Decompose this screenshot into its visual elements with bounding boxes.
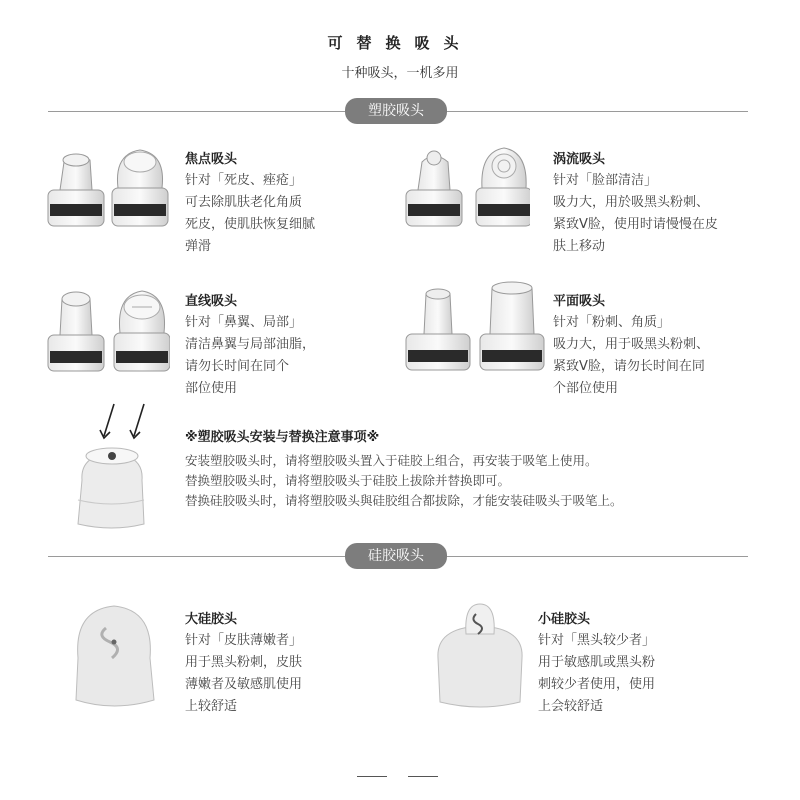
product-large-silicone xyxy=(185,608,385,718)
product-name: 直线吸头 xyxy=(185,294,238,309)
notice-line: 替换硅胶吸头时，请将塑胶吸头與硅胶组合都拔除，才能安装硅吸头于吸笔上。 xyxy=(185,493,623,508)
silicone-base-image xyxy=(72,440,152,532)
product-desc: 针对「黑头较少者」 用于敏感肌或黑头粉 刺较少者使用，使用 上会较舒适 xyxy=(538,633,656,714)
page-subtitle: 十种吸头，一机多用 xyxy=(341,66,459,81)
notice-lines xyxy=(185,451,623,511)
product-desc: 针对「皮肤薄嫩者」 用于黑头粉刺，皮肤 薄嫩者及敏感肌使用 上较舒适 xyxy=(185,633,303,714)
product-flat xyxy=(553,290,793,400)
product-linear xyxy=(185,290,385,400)
large-silicone-tip-image xyxy=(70,600,160,710)
product-name: 涡流吸头 xyxy=(553,152,606,167)
product-name: 平面吸头 xyxy=(553,294,606,309)
product-desc: 针对「粉刺、角质」 吸力大，用于吸黑头粉刺、 紧致V脸，请勿长时间在同 个部位使用 xyxy=(553,315,710,396)
product-name: 焦点吸头 xyxy=(185,152,238,167)
product-focus xyxy=(185,148,385,258)
product-vortex xyxy=(553,148,793,258)
focus-tip-image xyxy=(40,140,170,235)
page-title: 可替换吸头 xyxy=(327,34,473,52)
down-arrow-icons xyxy=(92,400,162,445)
product-desc: 针对「死皮、痤疮」 可去除肌肤老化角质 死皮，使肌肤恢复细腻 弹滑 xyxy=(185,173,316,254)
small-silicone-tip-image xyxy=(430,600,530,710)
product-name: 大硅胶头 xyxy=(185,612,238,627)
section-label-plastic: 塑胶吸头 xyxy=(345,98,447,124)
product-desc: 针对「脸部清洁」 吸力大，用於吸黑头粉刺、 紧致V脸，使用时请慢慢在皮 肤上移动 xyxy=(553,173,718,254)
footer-dash xyxy=(357,776,387,777)
flat-tip-image xyxy=(400,280,550,380)
vortex-tip-image xyxy=(400,140,530,235)
footer-dash xyxy=(408,776,438,777)
section-label-silicone: 硅胶吸头 xyxy=(345,543,447,569)
linear-tip-image xyxy=(40,285,170,380)
product-name: 小硅胶头 xyxy=(538,612,591,627)
product-small-silicone xyxy=(538,608,738,718)
product-desc: 针对「鼻翼、局部」 清洁鼻翼与局部油脂， 请勿长时间在同个 部位使用 xyxy=(185,315,316,396)
notice-line: 安装塑胶吸头时，请将塑胶吸头置入于硅胶上组合，再安装于吸笔上使用。 xyxy=(185,453,598,468)
notice-title: ※塑胶吸头安装与替换注意事项※ xyxy=(185,430,380,445)
notice-line: 替换塑胶吸头时，请将塑胶吸头于硅胶上拔除并替换即可。 xyxy=(185,473,511,488)
